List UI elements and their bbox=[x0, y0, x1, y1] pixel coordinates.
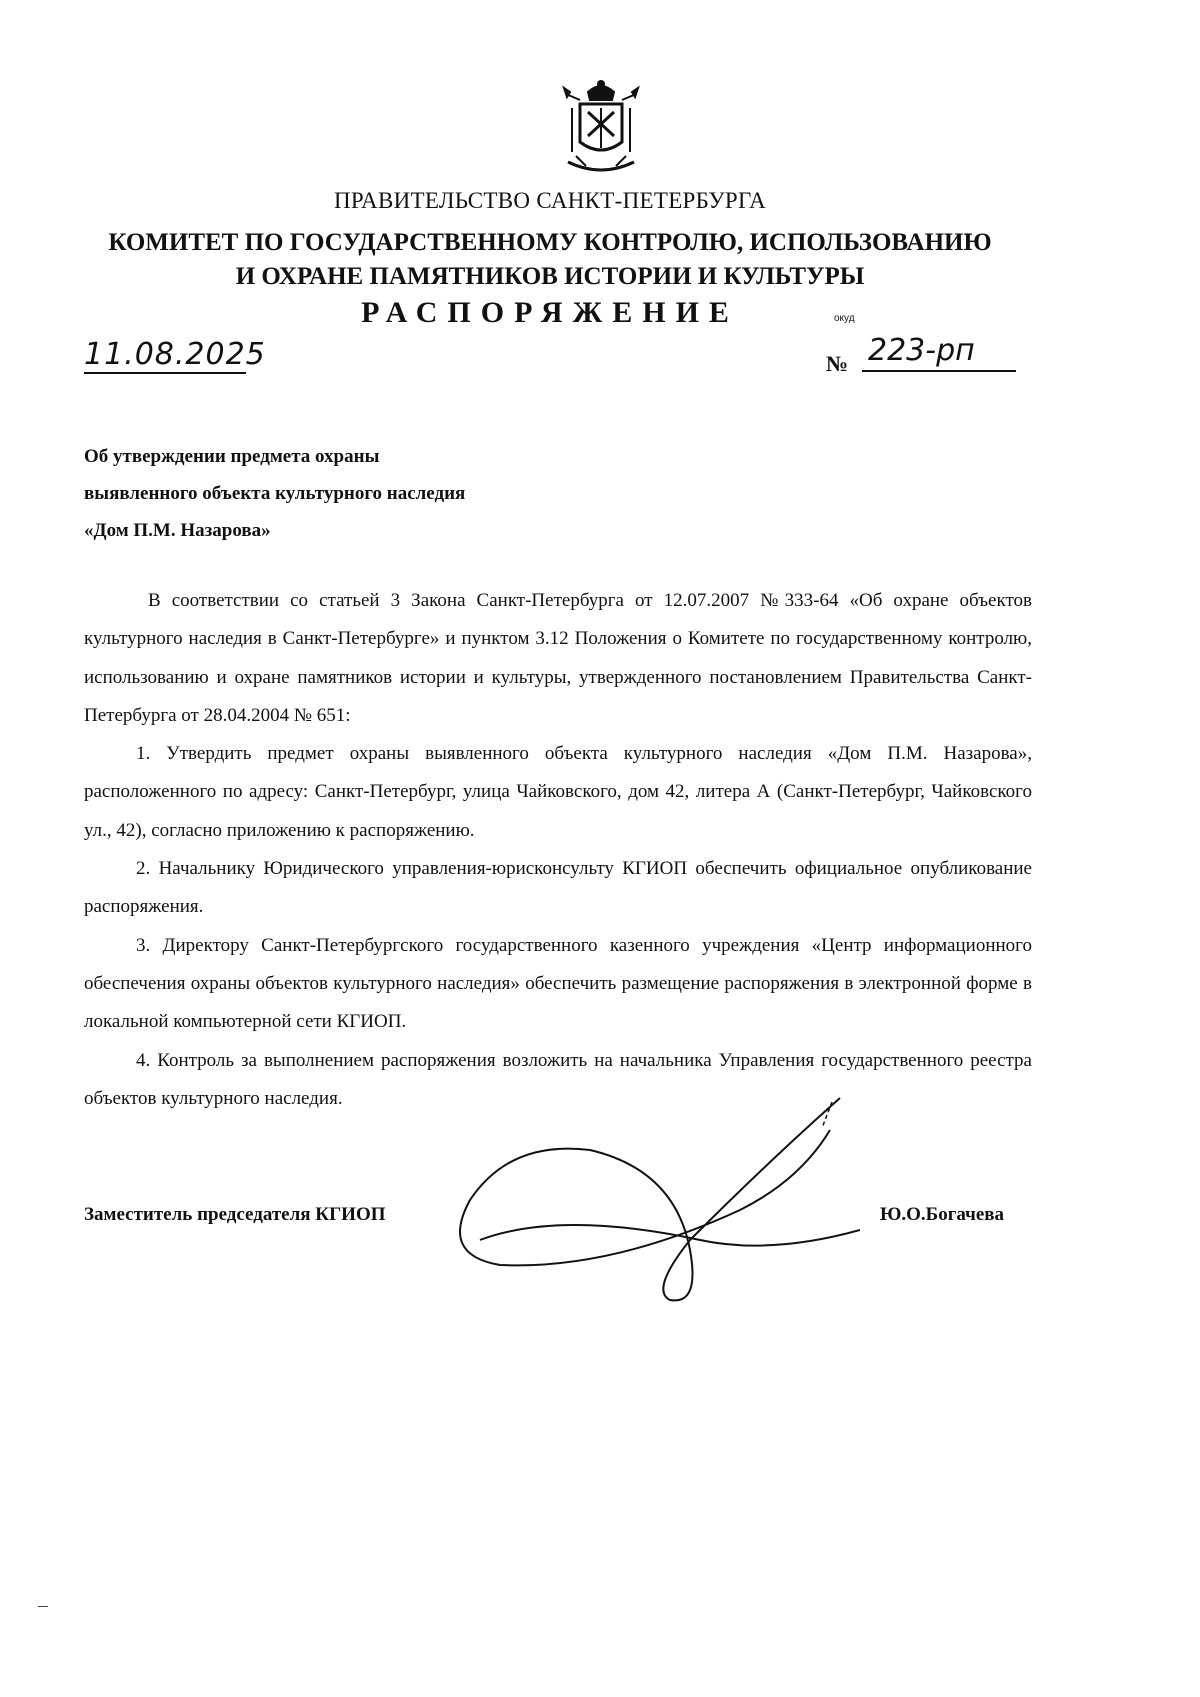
okud-label: окуд bbox=[834, 313, 855, 324]
document-type: РАСПОРЯЖЕНИЕ bbox=[361, 296, 739, 329]
order-item-3: 3. Директору Санкт-Петербургского государственного казенного учреждения «Центр информационного обеспечения охраны объектов культурного наследия» обеспечить размещение распоряжения в электронной форме в локальной компьютерной сети КГИОП. bbox=[84, 934, 1032, 1033]
preamble-paragraph: В соответствии со статьей 3 Закона Санкт-Петербурга от 12.07.2007 №333-64 «Об охране объектов культурного наследия в Санкт-Петербурге» и пунктом 3.12 Положения о Комитете по государственному контролю, использованию и охране памятников истории и культуры, утвержденного постановлением Правительства Санкт-Петербурга от 28.04.2004 № 651: bbox=[84, 590, 1032, 726]
subject-line1: Об утверждении предмета охраны bbox=[84, 446, 380, 467]
subject-heading bbox=[84, 438, 684, 549]
order-item-2: 2. Начальнику Юридического управления-юрисконсульту КГИОП обеспечить официальное опубликование распоряжения. bbox=[84, 858, 1032, 918]
document-body bbox=[84, 582, 1032, 1118]
order-item-4: 4. Контроль за выполнением распоряжения возложить на начальника Управления государственного реестра объектов культурного наследия. bbox=[84, 1049, 1032, 1109]
committee-name-line1: КОМИТЕТ ПО ГОСУДАРСТВЕННОМУ КОНТРОЛЮ, ИСПОЛЬЗОВАНИЮ bbox=[108, 229, 992, 256]
coat-of-arms-icon bbox=[558, 78, 644, 178]
document-number: 223-рп bbox=[862, 336, 1016, 372]
signer-name: Ю.О.Богачева bbox=[880, 1204, 1005, 1225]
subject-line2: выявленного объекта культурного наследия bbox=[84, 483, 466, 504]
number-label: № bbox=[826, 351, 849, 376]
margin-mark bbox=[38, 1606, 48, 1607]
government-name: ПРАВИТЕЛЬСТВО САНКТ-ПЕТЕРБУРГА bbox=[333, 188, 767, 213]
document-date: 11.08.2025 bbox=[84, 337, 266, 372]
signer-title: Заместитель председателя КГИОП bbox=[84, 1204, 386, 1225]
handwritten-signature bbox=[440, 1090, 860, 1320]
committee-name bbox=[0, 226, 1100, 294]
order-item-1: 1. Утвердить предмет охраны выявленного объекта культурного наследия «Дом П.М. Назарова», расположенного по адресу: Санкт-Петербург, улица Чайковского, дом 42, литера А (Санкт-Петербург, Чайковского ул., 42), согласно приложению к распоряжению. bbox=[84, 743, 1032, 841]
subject-line3: «Дом П.М. Назарова» bbox=[84, 520, 271, 541]
committee-name-line2: И ОХРАНЕ ПАМЯТНИКОВ ИСТОРИИ И КУЛЬТУРЫ bbox=[235, 263, 865, 290]
